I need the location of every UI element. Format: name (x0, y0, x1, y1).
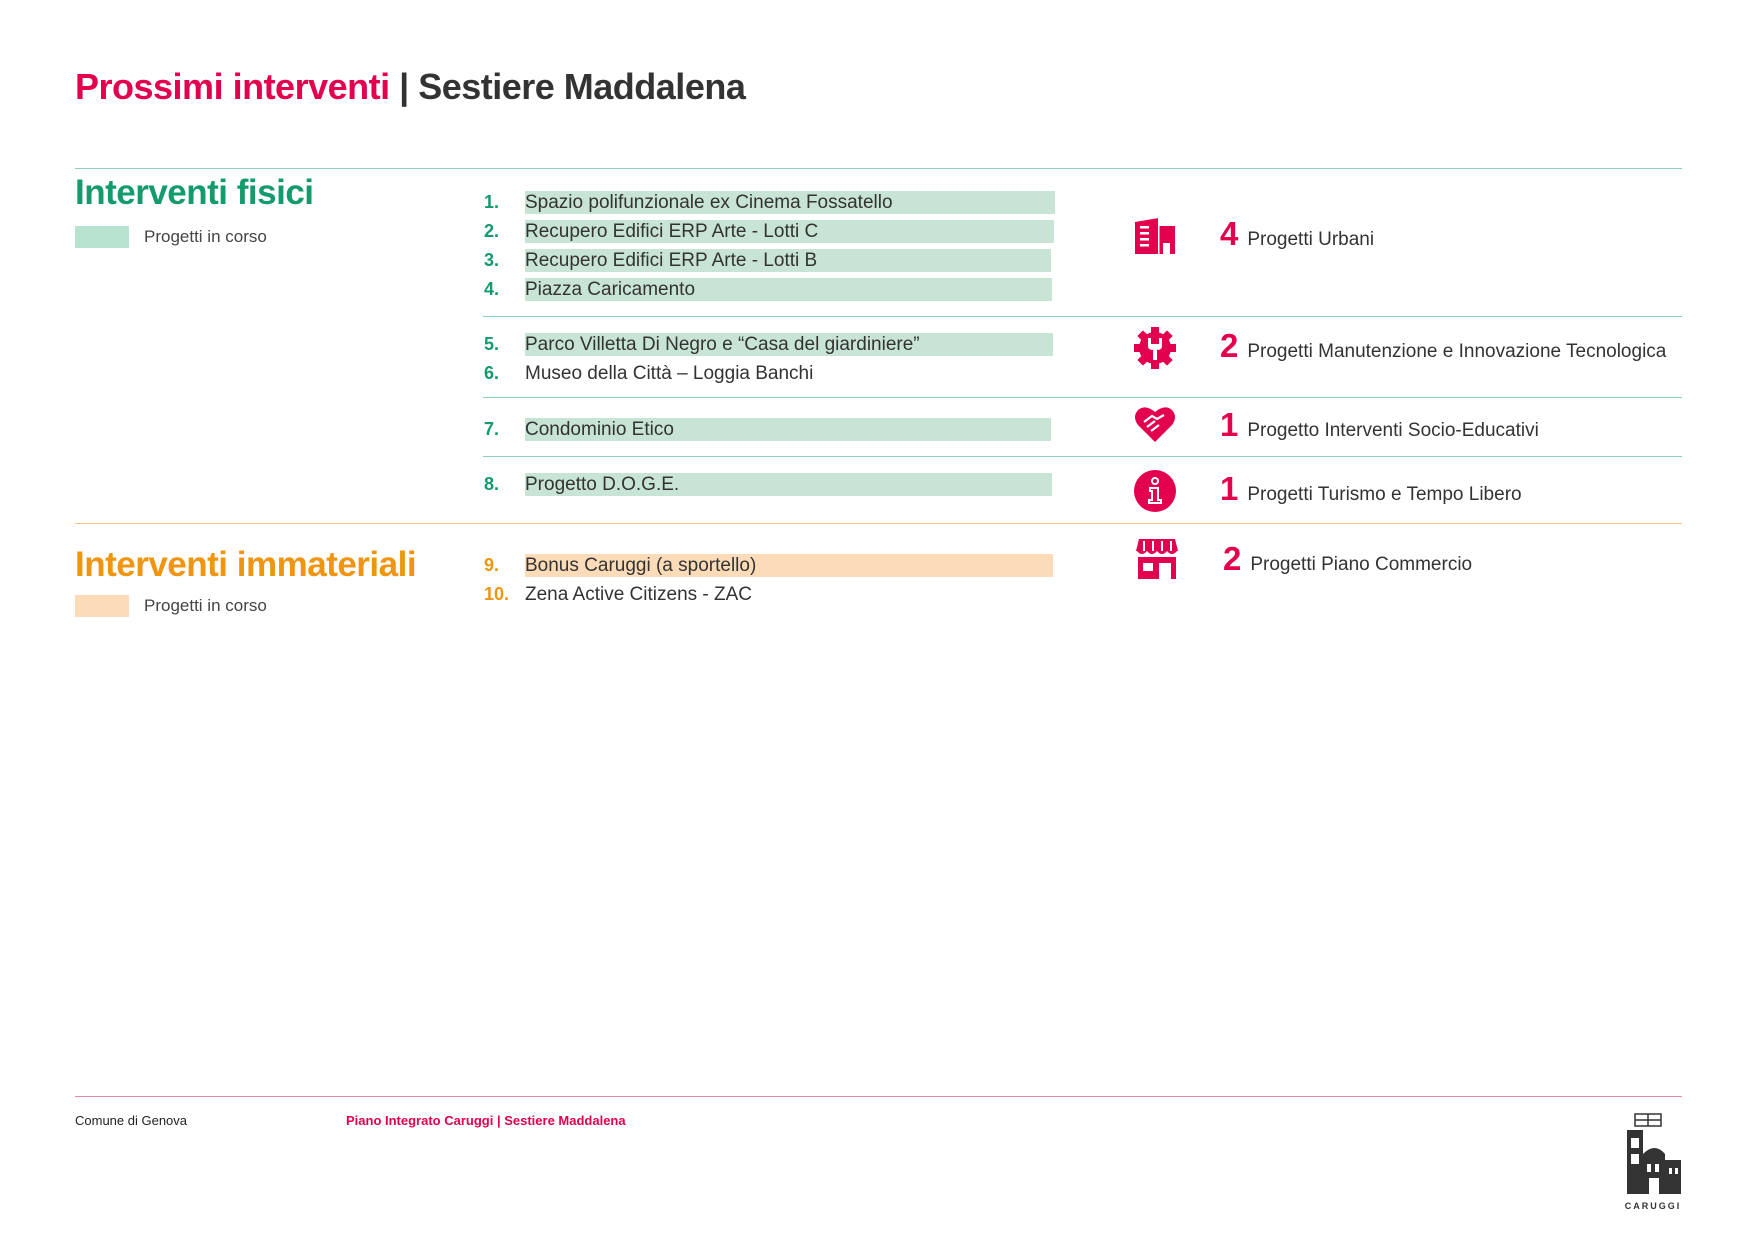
shop-icon (1135, 537, 1179, 581)
item-label: Museo della Città – Loggia Banchi (525, 363, 814, 384)
divider (483, 316, 1682, 317)
category-label: Progetto Interventi Socio-Educativi (1247, 420, 1539, 441)
list-item (484, 217, 1054, 246)
item-label: Zena Active Citizens - ZAC (525, 584, 753, 605)
item-label: Progetto D.O.G.E. (525, 473, 1052, 496)
section-title-immateriali: Interventi immateriali (75, 545, 417, 584)
item-label: Spazio polifunzionale ex Cinema Fossatello (525, 191, 1055, 214)
footer-document-title: Piano Integrato Caruggi | Sestiere Maddalena (346, 1113, 626, 1128)
item-label: Bonus Caruggi (a sportello) (525, 554, 1053, 577)
footer-organization: Comune di Genova (75, 1113, 188, 1128)
legend-immateriali (75, 595, 267, 617)
divider (483, 456, 1682, 457)
page-title-rest: | Sestiere Maddalena (399, 66, 746, 107)
divider-footer (75, 1096, 1682, 1097)
item-label: Parco Villetta Di Negro e “Casa del giardiniere” (525, 333, 1053, 356)
building-icon (1133, 214, 1177, 258)
list-item (484, 580, 752, 609)
gear-wrench-icon (1133, 326, 1177, 370)
list-item (484, 275, 1052, 304)
item-number: 9. (484, 555, 500, 575)
item-number: 8. (484, 474, 500, 494)
category-count: 1 (1220, 406, 1239, 443)
item-number: 10. (484, 584, 510, 604)
page-title-accent: Prossimi interventi (75, 66, 390, 107)
item-number: 1. (484, 192, 500, 212)
category-urbani (1220, 215, 1374, 253)
list-item (484, 415, 1051, 444)
legend-label: Progetti in corso (144, 596, 267, 615)
caruggi-logo (1623, 1112, 1683, 1212)
divider (483, 397, 1682, 398)
legend-swatch-orange (75, 595, 129, 617)
legend-swatch-green (75, 226, 129, 248)
category-count: 2 (1223, 540, 1242, 577)
list-item (484, 359, 813, 388)
category-socio-educativi (1220, 406, 1539, 444)
list-item (484, 551, 1053, 580)
category-count: 1 (1220, 470, 1239, 507)
page-title (75, 66, 745, 108)
logo-text: CARUGGI (1624, 1201, 1682, 1211)
item-number: 3. (484, 250, 500, 270)
item-label: Condominio Etico (525, 418, 1051, 441)
list-item (484, 246, 1051, 275)
list-item (484, 470, 1052, 499)
legend-label: Progetti in corso (144, 227, 267, 246)
item-number: 2. (484, 221, 500, 241)
category-turismo (1220, 470, 1522, 508)
category-label: Progetti Manutenzione e Innovazione Tecnologica (1247, 341, 1667, 362)
section-title-fisici: Interventi fisici (75, 173, 314, 212)
list-item (484, 188, 1055, 217)
category-commercio (1223, 540, 1472, 578)
info-icon (1133, 469, 1177, 513)
item-number: 5. (484, 334, 500, 354)
category-label: Progetti Piano Commercio (1250, 554, 1473, 575)
item-number: 4. (484, 279, 500, 299)
category-label: Progetti Urbani (1247, 229, 1375, 250)
item-label: Recupero Edifici ERP Arte - Lotti B (525, 249, 1051, 272)
item-number: 7. (484, 419, 500, 439)
divider-section (75, 523, 1682, 524)
item-label: Recupero Edifici ERP Arte - Lotti C (525, 220, 1054, 243)
category-label: Progetti Turismo e Tempo Libero (1247, 484, 1522, 505)
list-item (484, 330, 1053, 359)
item-label: Piazza Caricamento (525, 278, 1052, 301)
category-count: 2 (1220, 327, 1239, 364)
divider-top (75, 168, 1682, 169)
category-manutenzione (1220, 327, 1666, 365)
heart-handshake-icon (1133, 402, 1177, 446)
category-count: 4 (1220, 215, 1239, 252)
item-number: 6. (484, 363, 500, 383)
legend-fisici (75, 226, 267, 248)
